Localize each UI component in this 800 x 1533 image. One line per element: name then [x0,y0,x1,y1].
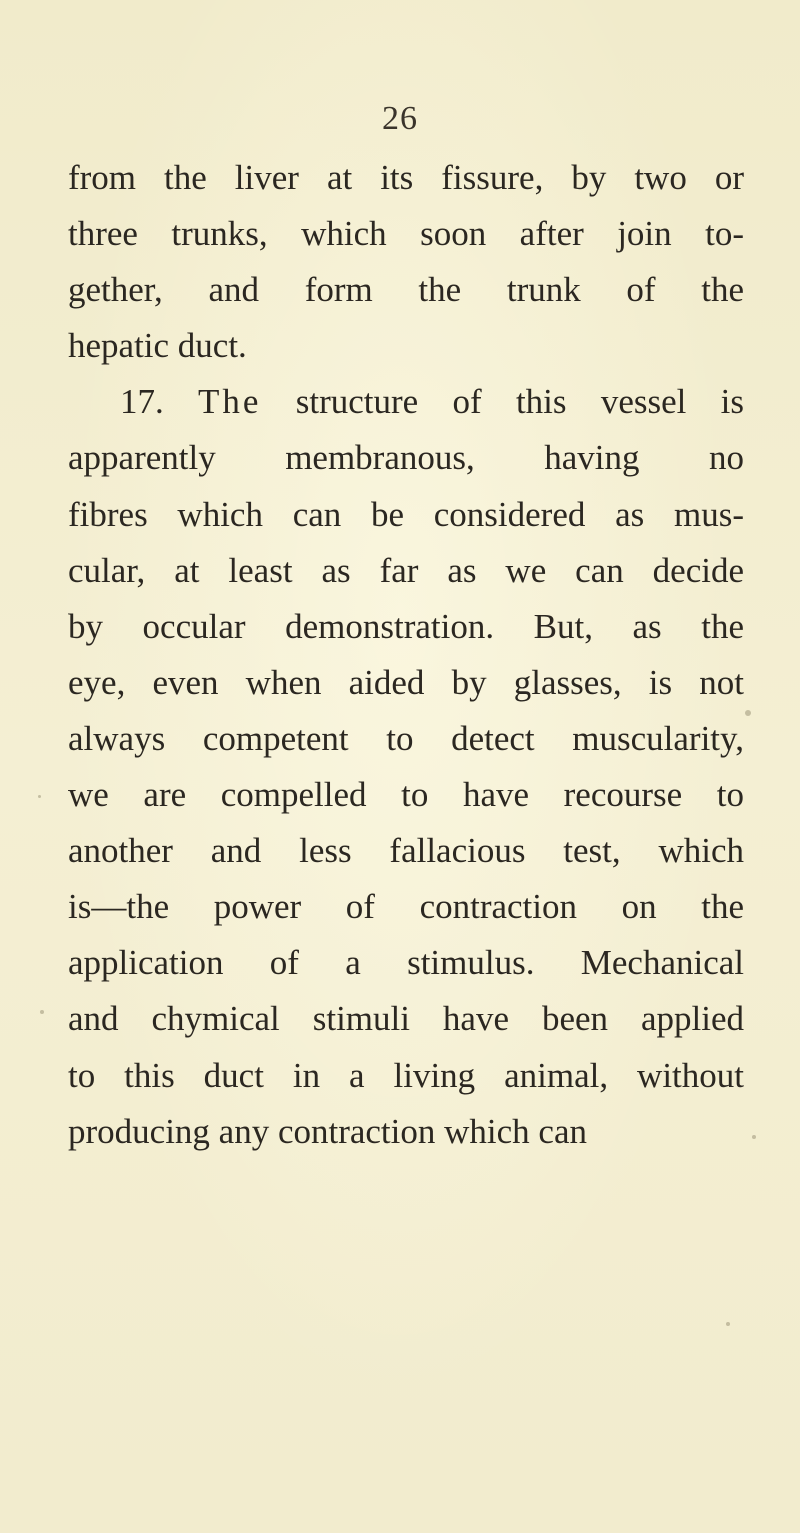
page-number: 26 [382,100,418,137]
text-line-16: and chymical stimuli have been applied [68,999,744,1039]
text-line-11: always competent to detect muscularity, [68,718,744,758]
text-line-14: is—the power of contraction on the [68,887,744,927]
paper-speck [38,795,41,798]
section-17-first-line [68,374,744,430]
text-line-13: another and less fallacious test, which [68,831,744,871]
body-text [68,150,744,1160]
paper-speck [752,1135,756,1139]
section-number: 17. [120,382,164,422]
text-line-15: application of a stimulus. Mechanical [68,943,744,983]
text-line-1: from the liver at its fissure, by two or [68,158,744,197]
text-line-17: to this duct in a living animal, without [68,1055,744,1095]
text-line-3: gether, and form the trunk of the [68,270,744,310]
paper-speck [745,710,751,716]
text-line-6: apparently membranous, having no [68,438,744,478]
text-line-18: producing any contraction which can [68,1111,587,1151]
text-line-8: cular, at least as far as we can decide [68,550,744,590]
text-line-7: fibres which can be considered as mus- [68,494,744,534]
section-lead-word: The [198,382,262,422]
paper-speck [40,1010,44,1014]
text-line-4: hepatic duct. [68,326,247,366]
text-line-2: three trunks, which soon after join to- [68,214,744,254]
text-line-9: by occular demonstration. But, as the [68,606,744,646]
text-line-12: we are compelled to have recourse to [68,775,744,815]
text-line-5: structure of this vessel is [295,382,744,422]
text-line-10: eye, even when aided by glasses, is not [68,662,744,702]
paper-speck [726,1322,730,1326]
